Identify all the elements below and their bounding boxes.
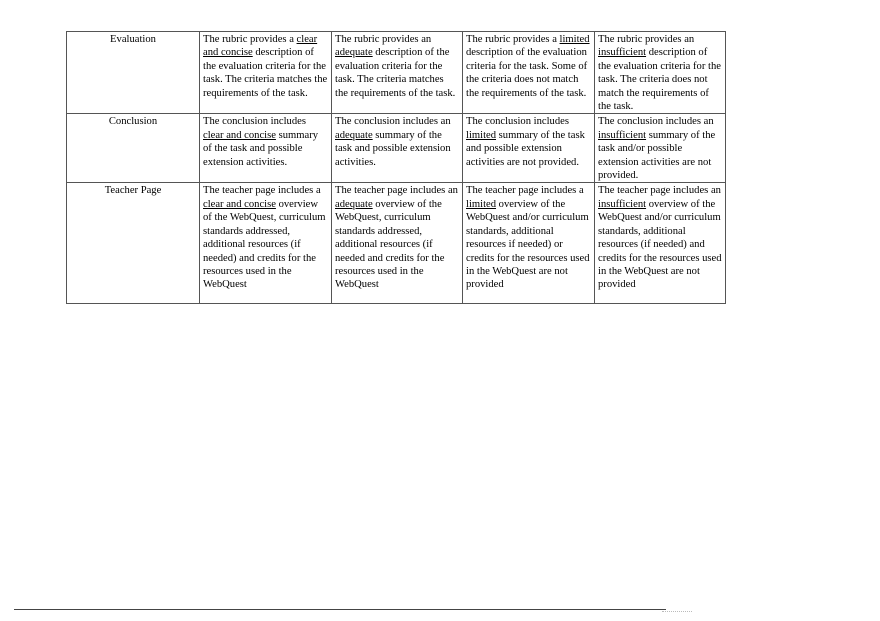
cell-text: The teacher page includes an — [598, 185, 721, 197]
cell-text: overview of the WebQuest and/or curriculum standards, additional resources if needed) or credits for the resources used in the WebQuest are not provided — [466, 198, 590, 291]
cell-text: The teacher page includes a — [203, 185, 321, 197]
cell-keyword: insufficient — [598, 129, 647, 141]
cell-keyword: limited — [466, 129, 497, 141]
cell-text: summary of the task and possible extension activities are not provided. — [466, 129, 585, 168]
cell-text: summary of the task and possible extension activities. — [203, 129, 319, 168]
criterion-label: Evaluation — [110, 34, 156, 45]
rubric-cell — [463, 32, 595, 114]
cell-keyword: clear and concise — [203, 34, 318, 59]
rubric-cell — [200, 183, 332, 304]
cell-keyword: insufficient — [598, 47, 647, 59]
cell-text: description of the evaluation criteria for the task. The criteria does not match the requirements of the task. — [598, 47, 721, 113]
rubric-cell — [332, 32, 463, 114]
rubric-cell — [595, 114, 726, 183]
cell-keyword: clear and concise — [203, 198, 276, 210]
cell-text: The rubric provides a — [466, 34, 560, 45]
cell-text: description of the evaluation criteria for the task. The criteria matches the requirements of the task. — [203, 47, 328, 99]
cell-text: The teacher page includes an — [335, 185, 458, 197]
criterion-cell — [67, 183, 200, 304]
rubric-table — [66, 31, 726, 304]
rubric-cell — [595, 32, 726, 114]
cell-text: overview of the WebQuest and/or curriculum standards, additional resources (if needed) and credits for the resources used in the WebQuest are not provided — [598, 198, 722, 291]
cell-text: The rubric provides an — [598, 34, 695, 45]
cell-text: The conclusion includes an — [598, 116, 714, 128]
criterion-label: Conclusion — [108, 116, 158, 128]
cell-keyword: adequate — [335, 129, 373, 141]
cell-text: The conclusion includes — [466, 116, 569, 128]
cell-text: summary of the task and/or possible extension activities are not provided. — [598, 129, 716, 182]
rubric-row-conclusion — [67, 114, 726, 183]
cell-keyword: clear and concise — [203, 129, 276, 141]
rubric-cell — [463, 183, 595, 304]
cell-text: The rubric provides a — [203, 34, 297, 45]
rubric-cell — [332, 114, 463, 183]
cell-text: The rubric provides an — [335, 34, 432, 45]
rubric-cell — [332, 183, 463, 304]
cell-text: The conclusion includes an — [335, 116, 451, 128]
cell-keyword: limited — [559, 34, 590, 45]
cell-keyword: limited — [466, 198, 497, 210]
cell-text: description of the evaluation criteria for the task. The criteria matches the requirements of the task. — [335, 47, 456, 99]
cell-text: The conclusion includes — [203, 116, 306, 128]
rubric-row-teacher-page — [67, 183, 726, 304]
criterion-cell — [67, 32, 200, 114]
cell-text: The teacher page includes a — [466, 185, 584, 197]
criterion-label: Teacher Page — [104, 185, 162, 197]
cell-keyword: adequate — [335, 47, 373, 59]
criterion-cell — [67, 114, 200, 183]
rubric-row-evaluation — [67, 32, 726, 114]
rubric-cell — [200, 32, 332, 114]
rubric-cell — [463, 114, 595, 183]
rubric-cell — [595, 183, 726, 304]
cell-text: overview of the WebQuest, curriculum standards addressed, additional resources (if needed) and credits for the resources used in the WebQuest — [203, 198, 326, 291]
cell-keyword: insufficient — [598, 198, 647, 210]
cell-text: description of the evaluation criteria for the task. Some of the criteria does not match the requirements of the task. — [466, 47, 588, 99]
cell-text: summary of the task and possible extension activities. — [335, 129, 451, 168]
cell-text: overview of the WebQuest, curriculum standards addressed, additional resources (if needed and credits for the resources used in the WebQuest — [335, 198, 445, 291]
footer-mark — [662, 605, 692, 612]
footer-rule — [14, 609, 666, 610]
rubric-cell — [200, 114, 332, 183]
cell-keyword: adequate — [335, 198, 373, 210]
